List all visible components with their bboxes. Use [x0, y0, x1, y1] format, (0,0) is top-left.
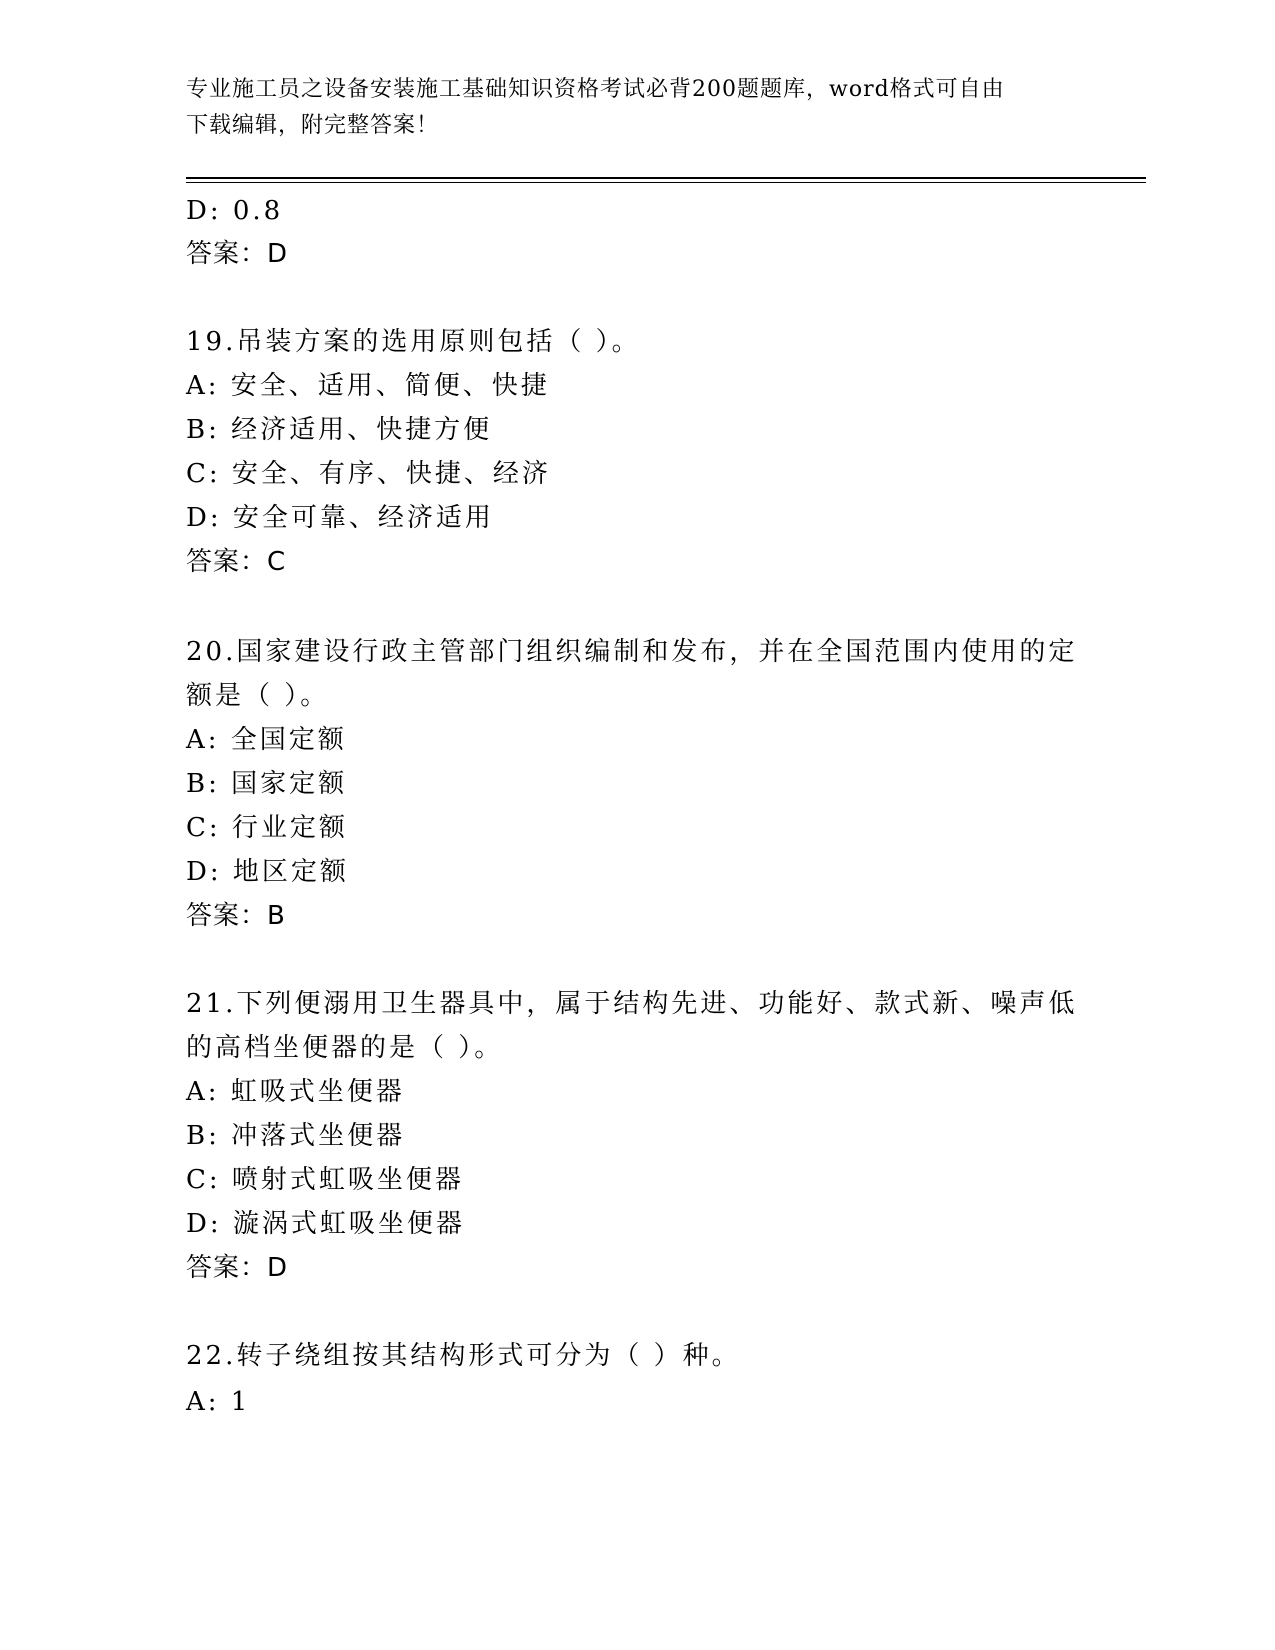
header-line-2: 下载编辑，附完整答案！	[186, 113, 440, 138]
answer-text: 答案：B	[186, 901, 286, 931]
option-d: D: 0.8	[186, 196, 284, 226]
header-divider	[186, 177, 1146, 179]
option-b: B: 国家定额	[186, 769, 348, 799]
question-stem-cont: 的高档坐便器的是（ ）。	[186, 1033, 504, 1063]
option-c: C: 安全、有序、快捷、经济	[186, 459, 551, 489]
option-a: A: 1	[186, 1387, 251, 1417]
option-a: A: 虹吸式坐便器	[186, 1077, 405, 1107]
option-a: A: 全国定额	[186, 725, 347, 755]
question-stem: 21.下列便溺用卫生器具中，属于结构先进、功能好、款式新、噪声低	[186, 989, 1078, 1019]
answer-text: 答案：D	[186, 239, 289, 269]
option-c: C: 行业定额	[186, 813, 348, 843]
header-divider-thin	[186, 182, 1146, 183]
header-line-1: 专业施工员之设备安装施工基础知识资格考试必背200题题库，word格式可自由	[186, 77, 1005, 102]
question-stem: 20.国家建设行政主管部门组织编制和发布，并在全国范围内使用的定	[186, 637, 1078, 667]
option-b: B: 经济适用、快捷方便	[186, 415, 493, 445]
option-d: D: 地区定额	[186, 857, 349, 887]
answer-text: 答案：D	[186, 1253, 289, 1283]
option-c: C: 喷射式虹吸坐便器	[186, 1165, 464, 1195]
document-header	[186, 72, 1066, 144]
option-b: B: 冲落式坐便器	[186, 1121, 406, 1151]
question-stem: 22.转子绕组按其结构形式可分为（ ）种。	[186, 1341, 741, 1371]
question-stem: 19.吊装方案的选用原则包括（ ）。	[186, 327, 641, 357]
option-a: A: 安全、适用、简便、快捷	[186, 371, 550, 401]
option-d: D: 漩涡式虹吸坐便器	[186, 1209, 465, 1239]
question-stem-cont: 额是（ ）。	[186, 681, 330, 711]
answer-text: 答案：C	[186, 547, 287, 577]
option-d: D: 安全可靠、经济适用	[186, 503, 494, 533]
